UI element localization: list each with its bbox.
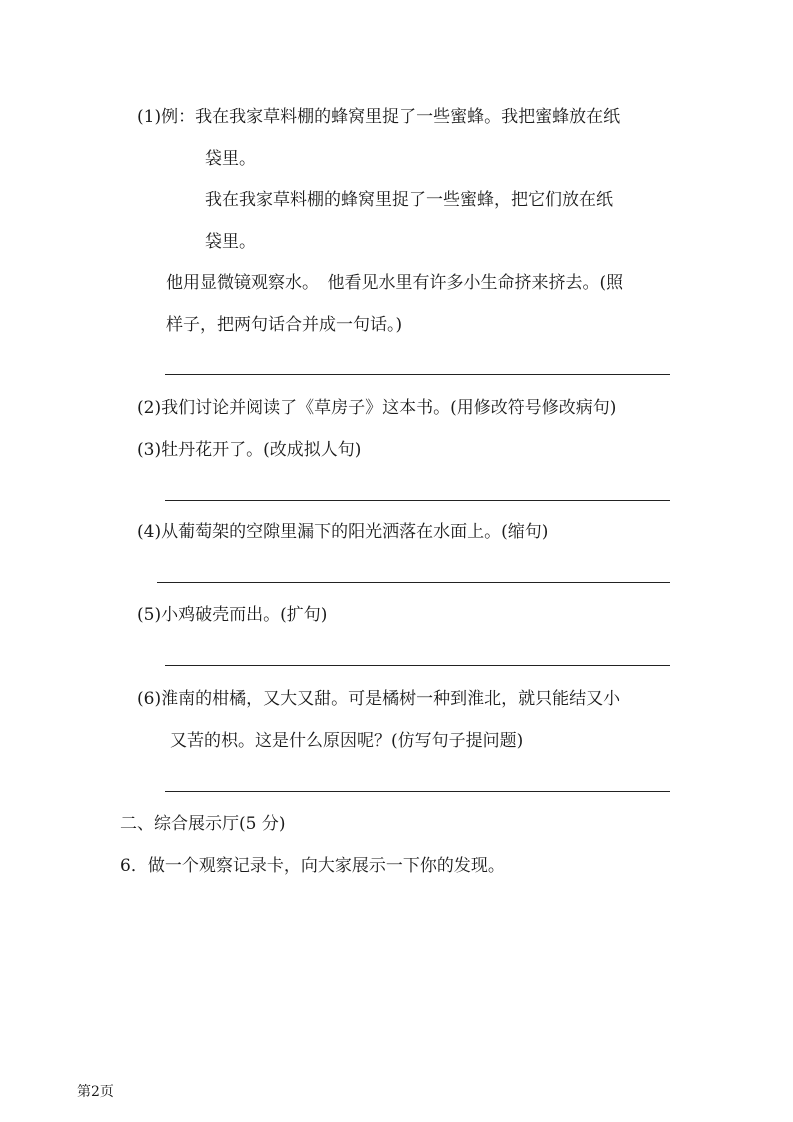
section2-q6-prompt: 6．做一个观察记录卡，向大家展示一下你的发现。 — [120, 856, 505, 876]
q1-example-line2: 袋里。 — [205, 149, 256, 169]
page-number: 第2页 — [77, 1084, 114, 1100]
q3-text: (3)牡丹花开了。(改成拟人句) — [137, 440, 362, 460]
q5-text: (5)小鸡破壳而出。(扩句) — [137, 605, 328, 625]
q2-text: (2)我们讨论并阅读了《草房子》这本书。(用修改符号修改病句) — [137, 398, 617, 418]
q6-line2: 又苦的枳。这是什么原因呢？(仿写句子提问题) — [170, 731, 524, 751]
q3-answer-blank[interactable] — [165, 500, 670, 501]
q6-answer-blank[interactable] — [165, 791, 670, 792]
q4-answer-blank[interactable] — [157, 582, 670, 583]
q1-answer-line1: 我在我家草料棚的蜂窝里捉了一些蜜蜂，把它们放在纸 — [205, 190, 613, 210]
q1-answer-line2: 袋里。 — [205, 232, 256, 252]
q1-answer-blank[interactable] — [165, 374, 670, 375]
q1-task-line2: 样子，把两句话合并成一句话。) — [166, 315, 403, 335]
q4-text: (4)从葡萄架的空隙里漏下的阳光洒落在水面上。(缩句) — [137, 522, 549, 542]
q1-task-line1: 他用显微镜观察水。 他看见水里有许多小生命挤来挤去。(照 — [166, 273, 624, 293]
section2-heading: 二、综合展示厅(5 分) — [120, 814, 286, 834]
q1-example-line1: (1)例：我在我家草料棚的蜂窝里捉了一些蜜蜂。我把蜜蜂放在纸 — [137, 107, 621, 127]
q6-line1: (6)淮南的柑橘，又大又甜。可是橘树一种到淮北，就只能结又小 — [137, 689, 621, 709]
q5-answer-blank[interactable] — [165, 665, 670, 666]
